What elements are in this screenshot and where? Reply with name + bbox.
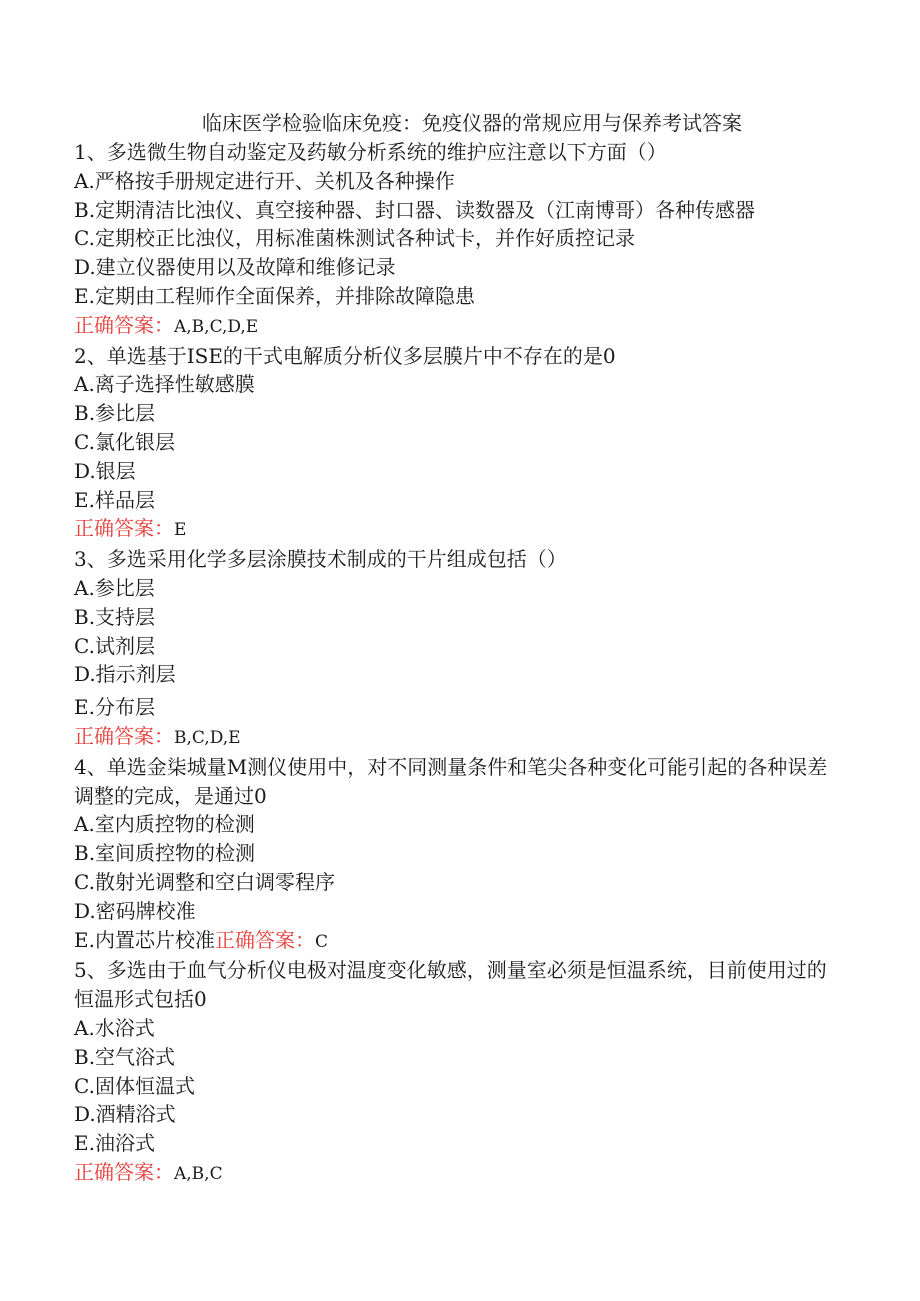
option: D.酒精浴式	[74, 1102, 176, 1127]
answer-line	[74, 722, 844, 753]
document-title: 临床医学检验临床免疫：免疫仪器的常规应用与保养考试答案	[202, 111, 742, 135]
option: A.严格按手册规定进行开、关机及各种操作	[74, 168, 455, 193]
option: B.定期清洁比浊仪、真空接种器、封口器、读数器及（江南博哥）各种传感器	[74, 197, 756, 222]
question-block	[74, 956, 844, 1188]
document-page	[74, 108, 844, 1189]
option: A.室内质控物的检测	[74, 812, 255, 837]
option: B.参比层	[74, 401, 156, 426]
option: C.试剂层	[74, 633, 155, 658]
answer-line	[74, 514, 844, 545]
option: E.样品层	[74, 487, 155, 512]
option: B.空气浴式	[74, 1044, 176, 1069]
question-block	[74, 545, 844, 753]
question-block	[74, 138, 844, 342]
option: A.离子选择性敏感膜	[74, 372, 255, 397]
option: D.指示剂层	[74, 662, 176, 687]
option: B.室间质控物的检测	[74, 841, 256, 866]
option: E.分布层	[74, 695, 155, 720]
answer-line	[74, 1158, 844, 1189]
option: C.散射光调整和空白调零程序	[74, 869, 335, 894]
answer-label: 正确答案：	[74, 312, 174, 337]
option: C.定期校正比浊仪，用标准菌株测试各种试卡，并作好质控记录	[74, 226, 635, 251]
answer-label: 正确答案：	[74, 723, 174, 748]
question-stem: 2、单选基于ISE的干式电解质分析仪多层膜片中不存在的是0	[74, 343, 616, 368]
option: E.内置芯片校准	[74, 927, 215, 952]
question-block	[74, 342, 844, 546]
answer-value: A,B,C,D,E	[174, 316, 259, 337]
option: C.氯化银层	[74, 429, 175, 454]
answer-value: C	[314, 931, 328, 952]
answer-line	[74, 311, 844, 342]
option: D.建立仪器使用以及故障和维修记录	[74, 255, 396, 280]
answer-label: 正确答案：	[74, 1159, 174, 1184]
answer-label: 正确答案：	[74, 516, 174, 541]
option: D.密码牌校准	[74, 898, 196, 923]
option: E.油浴式	[74, 1131, 155, 1156]
option: B.支持层	[74, 604, 156, 629]
answer-value: A,B,C	[174, 1163, 223, 1184]
answer-label: 正确答案：	[214, 927, 315, 952]
answer-value: E	[174, 520, 187, 541]
option: E.定期由工程师作全面保养，并排除故障隐患	[74, 283, 475, 308]
option: C.固体恒温式	[74, 1073, 195, 1098]
question-block	[74, 753, 844, 957]
question-stem: 4、单选金柒城量M测仪使用中，对不同测量条件和笔尖各种变化可能引起的各种误差调整的完成，是通过0	[74, 754, 828, 808]
question-stem: 1、多选微生物自动鉴定及药敏分析系统的维护应注意以下方面（）	[74, 140, 667, 164]
question-stem: 5、多选由于血气分析仪电极对温度变化敏感，测量室必须是恒温系统，目前使用过的恒温形式包括0	[74, 958, 827, 1012]
option: A.水浴式	[74, 1015, 155, 1040]
answer-value: B,C,D,E	[174, 727, 241, 748]
option-with-answer	[74, 926, 844, 957]
option: D.银层	[74, 458, 136, 483]
option: A.参比层	[74, 575, 155, 600]
question-stem: 3、多选采用化学多层涂膜技术制成的干片组成包括（）	[74, 547, 567, 572]
